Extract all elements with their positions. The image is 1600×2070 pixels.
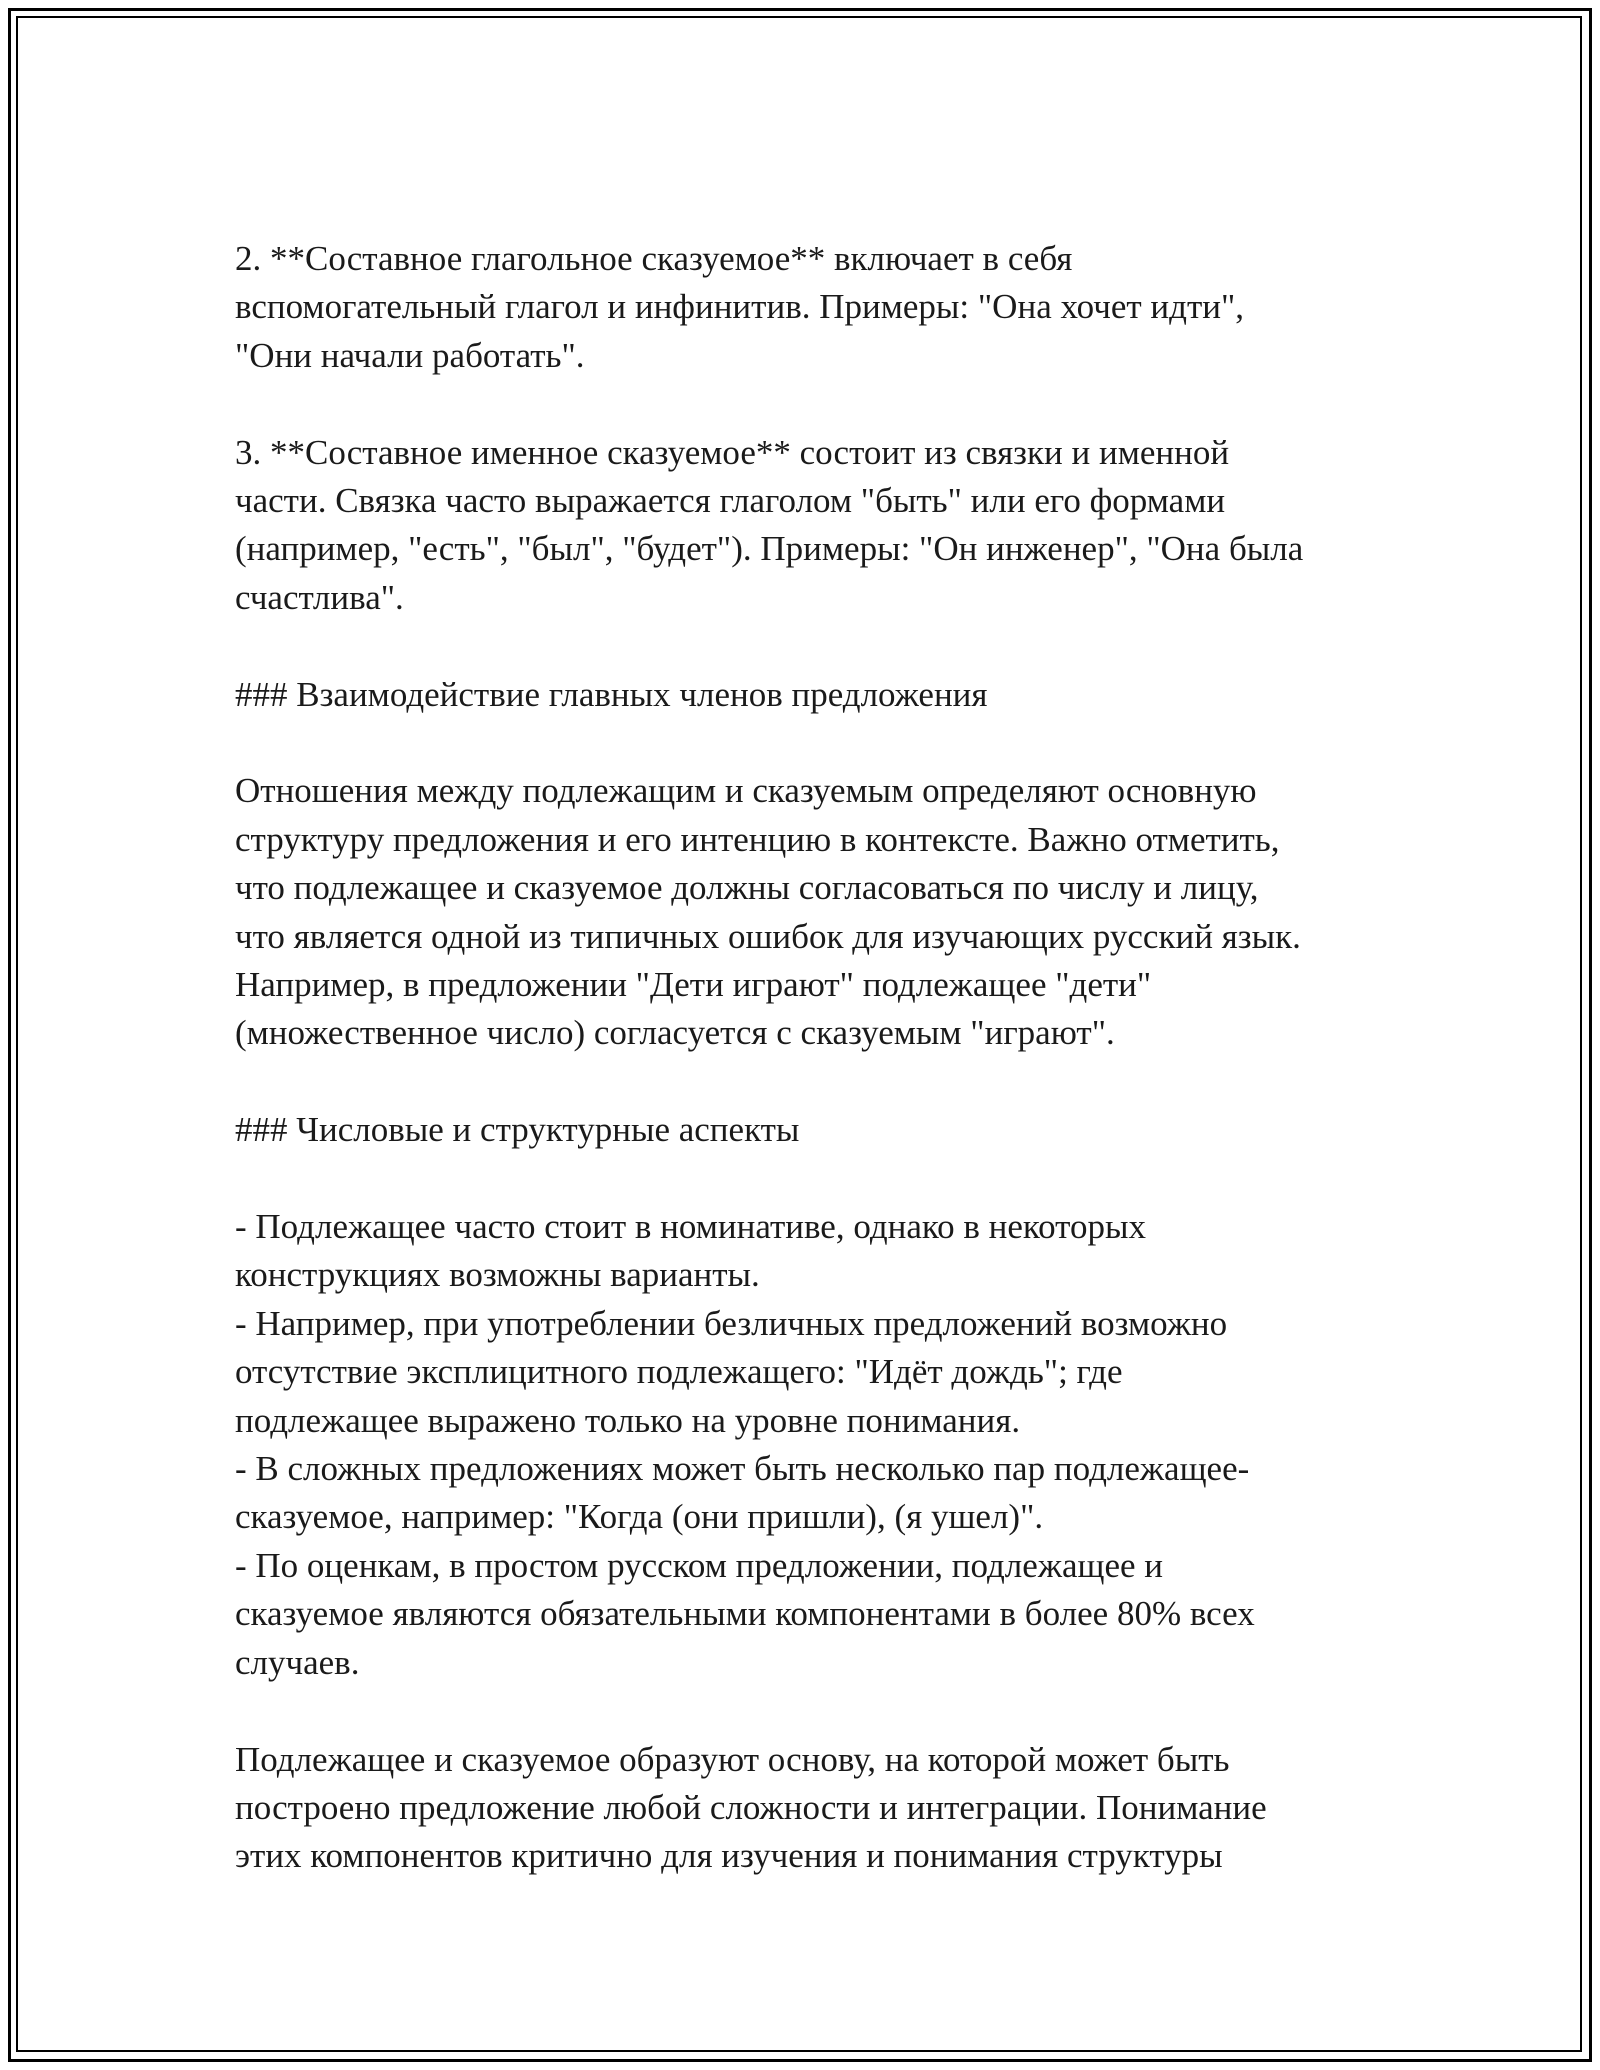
list-numeric-aspects: - Подлежащее часто стоит в номинативе, однако в некоторых конструкциях возможны варианты. - Например, при употреблении безличных предложений возможно отсутствие эксплицитного подлежащего: "Идёт дождь"; где подлежащее выражено только на уровне понимания. - В сложных предложениях может быть несколько пар подлежащее- сказуемое, например: "Когда (они пришли), (я ушел)". - По оценкам, в простом русском предложении, подлежащее и сказуемое являются обязательными компонентами в более 80% всех случаев. — [235, 1207, 1255, 1682]
paragraph-conclusion: Подлежащее и сказуемое образуют основу, на которой может быть построено предложение любой сложности и интеграции. Понимание этих компонентов критично для изучения и понимания структуры — [235, 1739, 1267, 1876]
paragraph-compound-verbal-predicate: 2. **Составное глагольное сказуемое** включает в себя вспомогательный глагол и инфинитив. Примеры: "Она хочет идти", "Они начали работать". — [235, 239, 1245, 375]
heading-numeric-aspects: ### Числовые и структурные аспекты — [235, 1110, 800, 1150]
paragraph-compound-nominal-predicate: 3. **Составное именное сказуемое** состоит из связки и именной части. Связка часто выражается глаголом "быть" или его формами (например, "есть", "был", "будет"). Примеры: "Он инженер", "Она была счастлива". — [235, 432, 1304, 617]
heading-interaction: ### Взаимодействие главных членов предложения — [235, 674, 988, 714]
document-body — [235, 235, 1395, 1881]
paragraph-interaction: Отношения между подлежащим и сказуемым определяют основную структуру предложения и его интенцию в контексте. Важно отметить, что подлежащее и сказуемое должны согласоваться по числу и лицу, что является одной из типичных ошибок для изучающих русский язык. Например, в предложении "Дети играют" подлежащее "дети" (множественное число) согласуется с сказуемым "играют". — [235, 771, 1301, 1053]
